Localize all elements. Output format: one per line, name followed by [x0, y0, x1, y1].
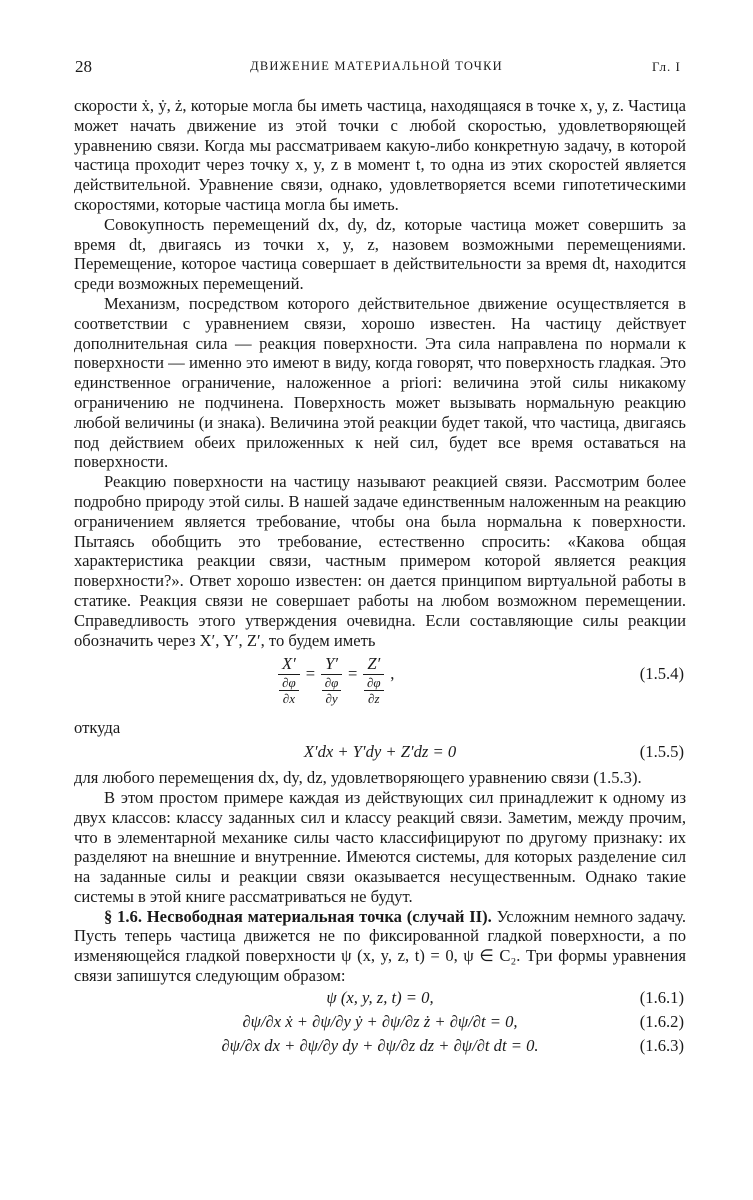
equation-1-6-3-expr: ∂ψ/∂x dx + ∂ψ/∂y dy + ∂ψ/∂z dz + ∂ψ/∂t dt = 0.	[221, 1035, 539, 1055]
fraction-x-denominator	[279, 675, 299, 706]
equation-1-5-4-expr	[274, 654, 396, 706]
paragraph-2: Совокупность перемещений dx, dy, dz, которые частица может совершить за время dt, двигаясь из точки x, y, z, назовем возможными перемещениями. Перемещение, которое частица совершает в действительности за время dt, находится среди возможных перемещений.	[74, 214, 686, 294]
paragraph-5: для любого перемещения dx, dy, dz, удовлетворяющего уравнению связи (1.5.3).	[74, 768, 642, 788]
equation-number: (1.5.4)	[639, 664, 684, 684]
paragraph-1: скорости ẋ, ẏ, ż, которые могла бы иметь частица, находящаяся в точке x, y, z. Частица может начать движение из этой точки с любой скоростью, удовлетворяющей уравнению связи. Когда мы рассматриваем какую-либо конкретную задачу, в которой частица проходит через точку x, y, z в момент t, то одна из этих скоростей является действительной. Уравнение связи, однако, удовлетворяется всеми гипотетическими скоростями, которые частица могла бы иметь.	[74, 96, 686, 214]
equals-sign: =	[305, 664, 316, 684]
paragraph-4: Реакцию поверхности на частицу называют реакцией связи. Рассмотрим более подробно природу этой силы. В нашей задаче единственным наложенным на реакцию ограничением является требование, чтобы она была нормальна к поверхности. Пытаясь обобщить это требование, естественно спросить: «Какова общая характеристика реакции связи, частным примером которой является реакция поверхности?». Ответ хорошо известен: он дается принципом виртуальной работы в статике. Реакция связи не совершает работы на любом возможном перемещении. Справедливость этого утверждения очевидна. Если составляющие силы реакции обозначить через X′, Y′, Z′, то будем иметь	[74, 472, 686, 650]
running-header	[0, 57, 753, 79]
equation-1-6-1-expr: ψ (x, y, z, t) = 0,	[326, 987, 434, 1007]
equals-sign: =	[348, 664, 358, 684]
section-text: Усложним немного задачу. Пусть теперь частица движется не по фиксированной гладкой поверхности, а по изменяющейся гладкой поверхности ψ (x, y, z, t) = 0, ψ ∈ C₂. Три формы уравнения связи запишутся следующим образом:	[74, 906, 686, 986]
equation-1-5-5-expr: X′dx + Y′dy + Z′dz = 0	[303, 742, 457, 762]
equation-comma: ,	[390, 664, 395, 684]
running-title: ДВИЖЕНИЕ МАТЕРИАЛЬНОЙ ТОЧКИ	[250, 59, 503, 73]
fraction-y-numerator: Y′	[321, 654, 342, 675]
paragraph-otkuda: откуда	[74, 718, 121, 738]
paragraph-6: В этом простом примере каждая из действующих сил принадлежит к одному из двух классов: классу заданных сил и классу реакций связи. Заметим, между прочим, что в элементарной механике силы часто классифицируют по другому признаку: их разделяют на внешние и внутренние. Имеются системы, для которых разделение сил на заданные силы и реакции связи оказывается несущественным. Однако такие системы в этой книге рассматриваться не будут.	[74, 787, 686, 906]
fraction-z-denominator	[364, 675, 384, 706]
partial-x: ∂x	[282, 691, 295, 707]
partial-y: ∂y	[325, 691, 338, 707]
fraction-y-denominator	[322, 675, 342, 706]
partial-phi: ∂φ	[279, 675, 299, 691]
fraction-y	[321, 654, 342, 706]
equation-1-6-2	[74, 1010, 686, 1034]
fraction-x	[278, 654, 300, 706]
partial-phi: ∂φ	[364, 675, 384, 691]
section-heading: § 1.6. Несвободная материальная точка (случай II).	[104, 906, 492, 926]
chapter-label: Гл. I	[652, 59, 681, 74]
equation-number: (1.6.3)	[639, 1035, 684, 1055]
equation-1-5-5	[74, 738, 686, 768]
equation-1-6-1	[74, 986, 686, 1010]
page-number: 28	[75, 57, 92, 76]
paragraph-3: Механизм, посредством которого действительное движение осуществляется в соответствии с уравнением связи, хорошо известен. На частицу действует дополнительная сила — реакция поверхности. Эта сила направлена по нормали к поверхности — именно это имеют в виду, когда говорят, что поверхность гладкая. Это единственное ограничение, наложенное a priori: величина этой силы никакому ограничению не подчинена. Поверхность может вызывать нормальную реакцию любой величины (и знака). Величина этой реакции будет такой, что частица, двигаясь под действием обеих приложенных к ней сил, будет все время оставаться на поверхности.	[74, 293, 686, 472]
equation-1-5-4	[74, 650, 686, 718]
page-body	[74, 96, 686, 1058]
equation-number: (1.5.5)	[639, 742, 684, 762]
fraction-z	[363, 654, 384, 706]
section-1-6-paragraph	[74, 907, 686, 986]
partial-z: ∂z	[368, 691, 380, 707]
equation-number: (1.6.2)	[639, 1011, 684, 1031]
equation-1-6-3	[74, 1034, 686, 1058]
fraction-x-numerator: X′	[278, 654, 300, 675]
fraction-z-numerator: Z′	[363, 654, 384, 675]
partial-phi: ∂φ	[322, 675, 342, 691]
equation-number: (1.6.1)	[639, 987, 684, 1007]
equation-1-6-2-expr: ∂ψ/∂x ẋ + ∂ψ/∂y ẏ + ∂ψ/∂z ż + ∂ψ/∂t = 0,	[242, 1011, 518, 1031]
